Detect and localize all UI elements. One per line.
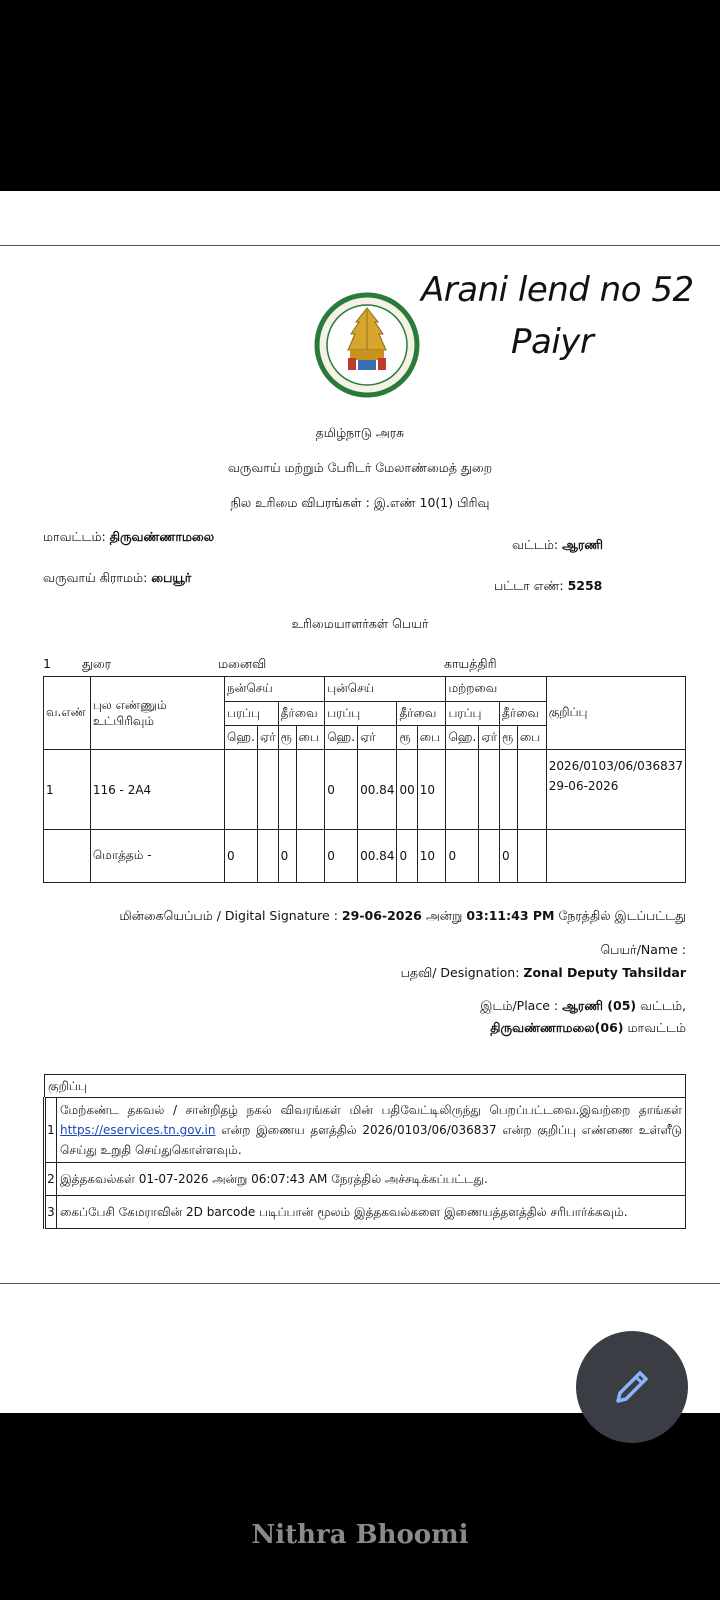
village-label: வருவாய் கிராமம்:	[43, 570, 148, 585]
unit-rupee: ரூ	[397, 726, 417, 750]
village-value: பையூர்	[151, 570, 192, 585]
digital-signature-line	[119, 908, 686, 925]
row-remarks	[546, 750, 685, 830]
unit-are: ஏர்	[479, 726, 500, 750]
taluk-value: ஆரணி	[562, 537, 603, 552]
other-tax-header: தீர்வை	[500, 702, 547, 726]
unit-hectare: ஹெ.	[325, 726, 358, 750]
other-rupee	[500, 750, 518, 830]
page-bottom-divider	[0, 1283, 720, 1284]
taluk-row	[512, 537, 603, 554]
handwritten-note-line2: Paiyr	[511, 322, 594, 362]
place-row	[480, 998, 686, 1015]
note-text: கைப்பேசி கேமராவின் 2D barcode படிப்பான் மூலம் இத்தகவல்களை இணையத்தளத்தில் சரிபார்க்கவும்.	[57, 1196, 686, 1229]
wet-paise	[296, 750, 325, 830]
page-top-divider	[0, 245, 720, 246]
place-district-suffix: மாவட்டம்	[627, 1020, 686, 1035]
owner-relative-name: காயத்திரி	[444, 656, 497, 671]
unit-paise: பை	[517, 726, 546, 750]
note-text-part: மேற்கண்ட தகவல் / சான்றிதழ் நகல் விவரங்கள் மின் பதிவேட்டிலிருந்து பெறப்பட்டவை.இவற்றை தாங்கள்	[60, 1103, 682, 1117]
note-number: 2	[45, 1163, 57, 1196]
signature-time: 03:11:43 PM	[466, 908, 555, 923]
wet-area-header: பரப்பு	[225, 702, 279, 726]
total-wet-hectare: 0	[225, 830, 258, 883]
dry-tax-header: தீர்வை	[397, 702, 446, 726]
note-item	[45, 1196, 686, 1229]
land-details-table	[43, 676, 686, 883]
taluk-label: வட்டம்:	[512, 537, 559, 552]
note-item	[45, 1098, 686, 1163]
total-other-hectare: 0	[446, 830, 479, 883]
col-group-dry: புன்செய்	[325, 677, 446, 702]
owner-relation: மனைவி	[218, 656, 267, 671]
total-row	[44, 830, 686, 883]
district-value: திருவண்ணாமலை	[109, 529, 215, 544]
total-wet-rupee: 0	[278, 830, 296, 883]
total-dry-are: 00.84	[358, 830, 397, 883]
owner-sno: 1	[43, 656, 51, 671]
village-row	[43, 570, 191, 587]
unit-hectare: ஹெ.	[446, 726, 479, 750]
other-are	[479, 750, 500, 830]
row-survey-number: 116 - 2A4	[90, 750, 224, 830]
row-sno: 1	[44, 750, 91, 830]
note-number: 1	[45, 1098, 57, 1163]
total-wet-are	[258, 830, 279, 883]
dry-area-header: பரப்பு	[325, 702, 397, 726]
note-number: 3	[45, 1196, 57, 1229]
designation-label: பதவி/ Designation:	[400, 965, 520, 980]
bottom-black-bar	[0, 1413, 720, 1600]
dry-are: 00.84	[358, 750, 397, 830]
total-remarks	[546, 830, 685, 883]
other-paise	[517, 750, 546, 830]
wet-are	[258, 750, 279, 830]
signature-date: 29-06-2026	[341, 908, 422, 923]
notes-table	[43, 1074, 686, 1229]
dry-hectare: 0	[325, 750, 358, 830]
dept-name: வருவாய் மற்றும் பேரிடர் மேலாண்மைத் துறை	[227, 460, 493, 475]
patta-row	[494, 578, 602, 595]
owner-name: துரை	[82, 656, 112, 671]
handwritten-note-line1: Arani lend no 52	[421, 270, 694, 310]
note-text	[57, 1098, 686, 1163]
district-label: மாவட்டம்:	[43, 529, 106, 544]
edit-pencil-icon	[610, 1365, 654, 1409]
total-other-rupee: 0	[500, 830, 518, 883]
unit-rupee: ரூ	[500, 726, 518, 750]
place-taluk: ஆரணி (05)	[562, 998, 637, 1013]
dry-rupee: 00	[397, 750, 417, 830]
col-header-remarks: குறிப்பு	[546, 677, 685, 750]
col-group-other: மற்றவை	[446, 677, 546, 702]
eservices-link[interactable]: https://eservices.tn.gov.in	[60, 1123, 216, 1137]
total-other-paise	[517, 830, 546, 883]
other-area-header: பரப்பு	[446, 702, 500, 726]
place-taluk-suffix: வட்டம்,	[640, 998, 686, 1013]
unit-are: ஏர்	[258, 726, 279, 750]
note-text: இத்தகவல்கள் 01-07-2026 அன்று 06:07:43 AM நேரத்தில் அச்சடிக்கப்பட்டது.	[57, 1163, 686, 1196]
signer-name-label: பெயர்/Name :	[600, 942, 686, 957]
govt-name: தமிழ்நாடு அரசு	[315, 425, 405, 440]
designation-row	[401, 965, 686, 982]
wet-hectare	[225, 750, 258, 830]
patta-value: 5258	[567, 578, 603, 593]
unit-paise: பை	[417, 726, 446, 750]
top-black-bar	[0, 0, 720, 191]
unit-hectare: ஹெ.	[225, 726, 258, 750]
note-text-part: என்ற இணைய தளத்தில் 2026/0103/06/036837 என்ற குறிப்பு எண்ணை உள்ளீடு செய்து உறுதி செய்துகொள்ளவும்.	[60, 1123, 682, 1157]
dry-paise: 10	[417, 750, 446, 830]
place-district-row	[490, 1020, 686, 1037]
signature-suffix: நேரத்தில் இடப்பட்டது	[558, 908, 686, 923]
edit-fab-button[interactable]	[576, 1331, 688, 1443]
signature-label: மின்கையெப்பம் / Digital Signature :	[119, 908, 338, 923]
signature-on-word: அன்று	[425, 908, 463, 923]
total-dry-rupee: 0	[397, 830, 417, 883]
table-row	[44, 750, 686, 830]
wet-tax-header: தீர்வை	[278, 702, 325, 726]
notes-heading: குறிப்பு	[45, 1075, 686, 1098]
remarks-reference: 2026/0103/06/036837	[548, 759, 683, 773]
app-watermark: Nithra Bhoomi	[251, 1520, 469, 1550]
designation-value: Zonal Deputy Tahsildar	[523, 965, 686, 980]
wet-rupee	[278, 750, 296, 830]
col-header-survey: புல எண்ணும் உட்பிரிவும்	[90, 677, 224, 750]
district-row	[43, 529, 214, 546]
tn-emblem-seal	[314, 292, 420, 398]
patta-label: பட்டா எண்:	[494, 578, 564, 593]
total-other-are	[479, 830, 500, 883]
unit-are: ஏர்	[358, 726, 397, 750]
total-empty-cell	[44, 830, 91, 883]
unit-paise: பை	[296, 726, 325, 750]
owners-heading: உரிமையாளர்கள் பெயர்	[291, 616, 429, 631]
total-dry-hectare: 0	[325, 830, 358, 883]
note-item	[45, 1163, 686, 1196]
col-group-wet: நன்செய்	[225, 677, 325, 702]
other-hectare	[446, 750, 479, 830]
document-title: நில உரிமை விபரங்கள் : இ.எண் 10(1) பிரிவு	[230, 495, 490, 510]
total-label: மொத்தம் -	[90, 830, 224, 883]
col-header-sno: வ.எண்	[44, 677, 91, 750]
remarks-date: 29-06-2026	[548, 779, 619, 793]
total-wet-paise	[296, 830, 325, 883]
unit-rupee: ரூ	[278, 726, 296, 750]
total-dry-paise: 10	[417, 830, 446, 883]
place-district: திருவண்ணாமலை(06)	[490, 1020, 624, 1035]
place-label: இடம்/Place :	[480, 998, 559, 1013]
